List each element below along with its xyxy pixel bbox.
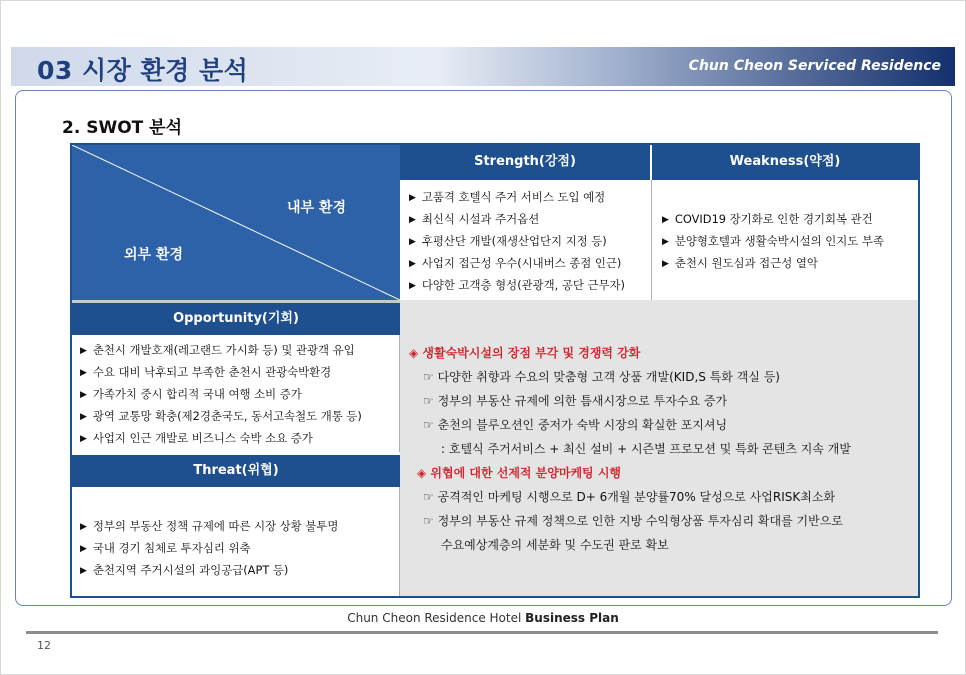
list-item: ▶ 분양형호텔과 생활숙박시설의 인지도 부족 (662, 230, 884, 252)
list-item: ▶ 국내 경기 침체로 투자심리 위축 (80, 537, 338, 559)
section-title: 2. SWOT 분석 (62, 118, 183, 138)
strategy-line: ☞ 춘천의 블루오션인 중저가 숙박 시장의 확실한 포지셔닝 (423, 418, 728, 432)
diagonal-divider (72, 145, 400, 300)
strategy-line: ☞ 정부의 부동산 규제에 의한 틈새시장으로 투자수요 증가 (423, 394, 728, 408)
list-item: ▶ 춘천시 개발호재(레고랜드 가시화 등) 및 관광객 유입 (80, 339, 362, 361)
strength-cell (400, 180, 652, 300)
list-item: ▶ 춘천시 원도심과 접근성 열악 (662, 252, 884, 274)
threat-list (80, 515, 338, 581)
strategy-line: ☞ 정부의 부동산 규제 정책으로 인한 지방 수익형상품 투자심리 확대를 기반으로 (423, 514, 843, 528)
list-item: ▶ 사업지 인근 개발로 비즈니스 숙박 소요 증가 (80, 427, 362, 449)
weakness-header: Weakness(약점) (652, 145, 918, 180)
list-item: ▶ 사업지 접근성 우수(시내버스 종점 인근) (409, 252, 625, 274)
strength-header: Strength(강점) (400, 145, 652, 180)
internal-env-label: 내부 환경 (287, 200, 346, 216)
threat-cell (72, 487, 400, 596)
strategy-cell (400, 300, 918, 596)
list-item: ▶ 춘천지역 주거시설의 과잉공급(APT 등) (80, 559, 338, 581)
strategy-heading: ◈ 생활숙박시설의 장점 부각 및 경쟁력 강화 (409, 346, 641, 360)
strategy-line: ☞ 공격적인 마케팅 시행으로 D+ 6개월 분양률70% 달성으로 사업RISK최소화 (423, 490, 836, 504)
opportunity-header: Opportunity(기회) (72, 303, 400, 335)
list-item: ▶ 고품격 호텔식 주거 서비스 도입 예정 (409, 186, 625, 208)
list-item: ▶ 수요 대비 낙후되고 부족한 춘천시 관광숙박환경 (80, 361, 362, 383)
swot-table (70, 143, 920, 598)
list-item: ▶ COVID19 장기화로 인한 경기회복 관건 (662, 208, 884, 230)
weakness-cell (652, 180, 918, 300)
footer-divider (26, 631, 938, 634)
list-item: ▶ 가족가치 중시 합리적 국내 여행 소비 증가 (80, 383, 362, 405)
strategy-line: ☞ 다양한 취향과 수요의 맞춤형 고객 상품 개발(KID,S 특화 객실 등) (423, 370, 780, 384)
threat-header: Threat(위협) (72, 455, 400, 487)
strategy-heading: ◈ 위협에 대한 선제적 분양마케팅 시행 (417, 466, 621, 480)
header-bar (11, 47, 955, 86)
strategy-subline: : 호텔식 주거서비스 + 최신 설비 + 시즌별 프로모션 및 특화 콘텐츠 지속 개발 (441, 442, 851, 456)
external-env-label: 외부 환경 (124, 247, 183, 263)
list-item: ▶ 광역 교통망 확충(제2경춘국도, 동서고속철도 개통 등) (80, 405, 362, 427)
strategy-text (409, 341, 851, 557)
strategy-subline: 수요예상계층의 세분화 및 수도권 판로 확보 (441, 538, 669, 552)
weakness-list (662, 208, 884, 274)
opportunity-list (80, 339, 362, 449)
list-item: ▶ 정부의 부동산 정책 규제에 따른 시장 상황 불투명 (80, 515, 338, 537)
page-number: 12 (37, 639, 51, 652)
list-item: ▶ 최신식 시설과 주거옵션 (409, 208, 625, 230)
page-title: 03 시장 환경 분석 (37, 56, 249, 85)
list-item: ▶ 다양한 고객층 형성(관광객, 공단 근무자) (409, 274, 625, 296)
brand-label: Chun Cheon Serviced Residence (688, 58, 941, 74)
opportunity-cell (72, 335, 400, 452)
footer-title (0, 611, 966, 625)
list-item: ▶ 후평산단 개발(재생산업단지 지정 등) (409, 230, 625, 252)
footer-plain: Chun Cheon Residence Hotel (347, 611, 526, 625)
strength-list (409, 186, 625, 296)
swot-corner-cell (72, 145, 400, 300)
footer-bold: Business Plan (525, 611, 619, 625)
